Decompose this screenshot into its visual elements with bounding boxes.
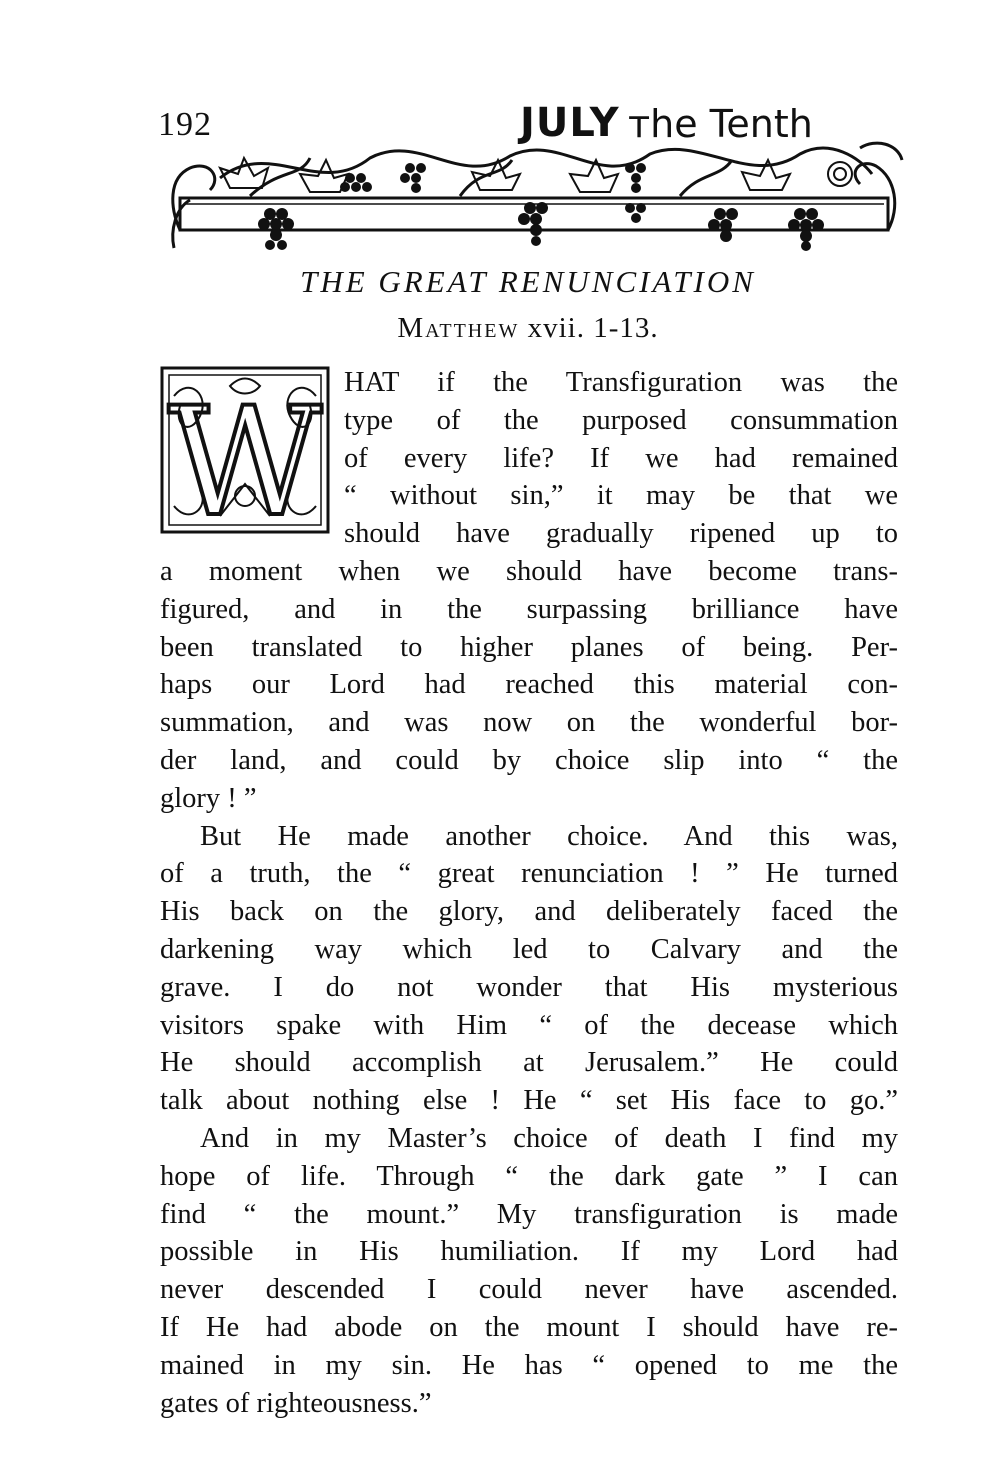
text-line: “ without sin,” it may be that we xyxy=(344,480,898,512)
text-line: of every life? If we had remained xyxy=(344,442,898,474)
scripture-verses: xvii. 1-13. xyxy=(527,312,659,344)
text-line: His back on the glory, and deliberately faced the xyxy=(160,896,898,928)
text-line: hope of life. Through “ the dark gate ” I can xyxy=(160,1160,898,1192)
grapevine-ornament-banner xyxy=(160,138,906,258)
text-line: summation, and was now on the wonderful bor- xyxy=(160,707,898,739)
text-line: HAT if the Transfiguration was the xyxy=(344,367,898,398)
text-line: type of the purposed consummation xyxy=(344,404,898,436)
text-line: should have gradually ripened up to xyxy=(344,518,898,550)
month-label: JULY xyxy=(520,100,620,146)
text-line: He should accomplish at Jerusalem.” He could xyxy=(160,1047,898,1079)
text-line: gates of righteousness.” xyxy=(160,1387,432,1419)
chapter-title: THE GREAT RENUNCIATION xyxy=(300,264,756,299)
text-line: been translated to higher planes of being. Per- xyxy=(160,631,898,663)
text-line: of a truth, the “ great renunciation ! ” He turned xyxy=(160,858,898,890)
text-line: figured, and in the surpassing brilliance have xyxy=(160,593,898,625)
text-line: mained in my sin. He has “ opened to me the xyxy=(160,1349,898,1381)
text-line: never descended I could never have ascended. xyxy=(160,1274,898,1306)
text-line: But He made another choice. And this was, xyxy=(200,820,898,852)
text-line: darkening way which led to Calvary and the xyxy=(160,933,898,965)
drop-cap-letter: W xyxy=(167,376,323,534)
scripture-book: Matthew xyxy=(397,312,520,344)
paragraph-1-opening xyxy=(344,364,898,553)
text-line: If He had abode on the mount I should have re- xyxy=(160,1311,898,1343)
text-line: der land, and could by choice slip into “ the xyxy=(160,744,898,776)
text-line: talk about nothing else ! He “ set His face to go.” xyxy=(160,1085,898,1117)
page-number: 192 xyxy=(158,106,212,143)
ornamental-drop-cap xyxy=(160,366,330,534)
text-line: a moment when we should have become trans- xyxy=(160,556,898,587)
text-line: glory ! ” xyxy=(160,782,257,814)
day-label: ᴛhe Tenth xyxy=(628,102,813,146)
text-line: And in my Master’s choice of death I find my xyxy=(200,1122,898,1154)
scripture-reference xyxy=(0,312,1000,345)
text-line: find “ the mount.” My transfiguration is made xyxy=(160,1198,898,1230)
text-line: haps our Lord had reached this material con- xyxy=(160,669,898,701)
text-line: grave. I do not wonder that His mysterious xyxy=(160,971,898,1003)
text-line: visitors spake with Him “ of the decease which xyxy=(160,1009,898,1041)
body-text xyxy=(160,553,898,1422)
text-line: possible in His humiliation. If my Lord had xyxy=(160,1236,898,1268)
